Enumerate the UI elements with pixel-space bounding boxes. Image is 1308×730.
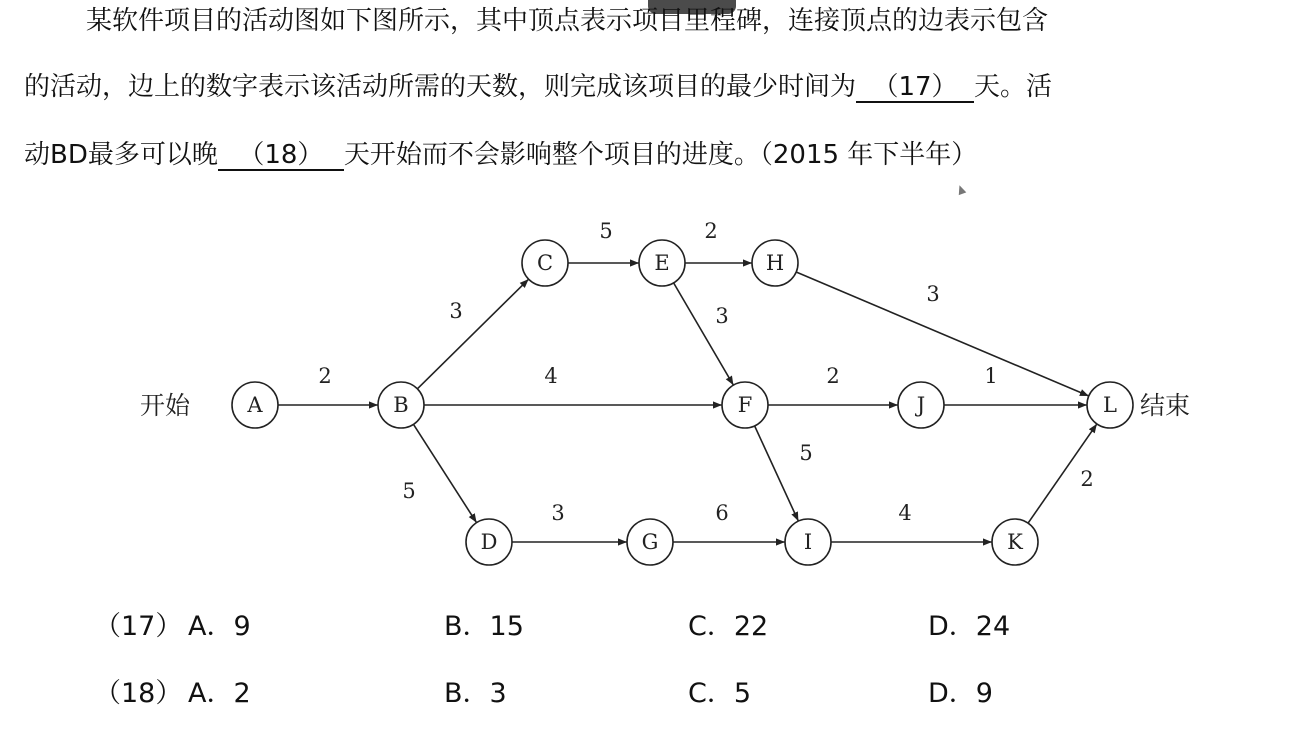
node-D xyxy=(466,519,512,565)
q18-option-d[interactable]: D．9 xyxy=(928,678,993,709)
edge-weight-I-K: 4 xyxy=(898,501,912,525)
q17-option-d[interactable]: D．24 xyxy=(928,611,1011,642)
node-A xyxy=(232,382,278,428)
node-G xyxy=(627,519,673,565)
edge-weight-E-F: 3 xyxy=(715,304,729,328)
edge-weight-E-H: 2 xyxy=(704,219,718,243)
node-label-F: F xyxy=(737,393,753,417)
edges-layer xyxy=(278,219,1097,542)
edge-weight-D-G: 3 xyxy=(551,501,565,525)
q17-option-a[interactable]: A．9 xyxy=(188,611,251,642)
question-line-3 xyxy=(24,134,977,171)
q18-option-b[interactable]: B．3 xyxy=(444,678,507,709)
question-text-2a: 的活动，边上的数字表示该活动所需的天数，则完成该项目的最少时间为 xyxy=(24,72,857,102)
answer-blank-17: （17） xyxy=(856,73,974,103)
node-label-L: L xyxy=(1103,393,1117,417)
edge-weight-G-I: 6 xyxy=(715,501,729,525)
question-text-1: 某软件项目的活动图如下图所示，其中顶点表示项目里程碑，连接顶点的边表示包含 xyxy=(86,6,1049,36)
question-text-3b: 天开始而不会影响整个项目的进度。（2015 年下半年） xyxy=(343,140,978,170)
question-line-2 xyxy=(24,66,1052,103)
edge-weight-F-J: 2 xyxy=(826,364,840,388)
q17-option-b[interactable]: B．15 xyxy=(444,611,524,642)
edge-weight-K-L: 2 xyxy=(1080,467,1094,491)
node-K xyxy=(992,519,1038,565)
edge-F-I xyxy=(755,426,799,521)
node-label-C: C xyxy=(536,251,554,275)
node-label-A: A xyxy=(247,393,263,417)
start-label: 开始 xyxy=(140,391,191,420)
node-label-J: J xyxy=(916,393,926,417)
node-label-B: B xyxy=(393,393,409,417)
node-B xyxy=(378,382,424,428)
q17-number: （17） xyxy=(94,611,183,642)
edge-H-L xyxy=(796,272,1089,396)
q17-option-c[interactable]: C．22 xyxy=(688,611,769,642)
end-label: 结束 xyxy=(1140,391,1191,420)
edge-B-C xyxy=(417,279,528,389)
q18-option-c[interactable]: C．5 xyxy=(688,678,752,709)
node-H xyxy=(752,240,798,286)
edge-weight-B-D: 5 xyxy=(402,479,416,503)
edge-E-F xyxy=(674,283,734,385)
mouse-cursor-icon xyxy=(956,184,967,195)
node-L xyxy=(1087,382,1133,428)
node-label-K: K xyxy=(1007,530,1023,554)
node-label-G: G xyxy=(641,530,659,554)
question-line-1 xyxy=(86,0,1048,37)
edge-weight-H-L: 3 xyxy=(926,282,940,306)
q18-option-a[interactable]: A．2 xyxy=(188,678,251,709)
activity-diagram xyxy=(0,200,1308,590)
node-F xyxy=(722,382,768,428)
edge-weight-B-F: 4 xyxy=(544,364,558,388)
node-label-E: E xyxy=(654,251,670,275)
node-label-I: I xyxy=(803,530,813,554)
node-label-H: H xyxy=(765,251,785,275)
question-text-2b: 天。活 xyxy=(974,72,1053,102)
node-E xyxy=(639,240,685,286)
nodes-layer xyxy=(232,240,1133,565)
edge-weight-F-I: 5 xyxy=(799,441,813,465)
answer-blank-18: （18） xyxy=(218,141,344,171)
edge-weight-A-B: 2 xyxy=(318,364,332,388)
node-J xyxy=(898,382,944,428)
q18-number: （18） xyxy=(94,678,183,709)
edge-B-D xyxy=(413,424,476,522)
edge-weight-B-C: 3 xyxy=(449,299,463,323)
node-label-D: D xyxy=(480,530,498,554)
node-I xyxy=(785,519,831,565)
edge-weight-J-L: 1 xyxy=(984,364,998,388)
edge-weight-C-E: 5 xyxy=(599,219,613,243)
node-C xyxy=(522,240,568,286)
question-text-3a: 动BD最多可以晚 xyxy=(24,140,218,170)
